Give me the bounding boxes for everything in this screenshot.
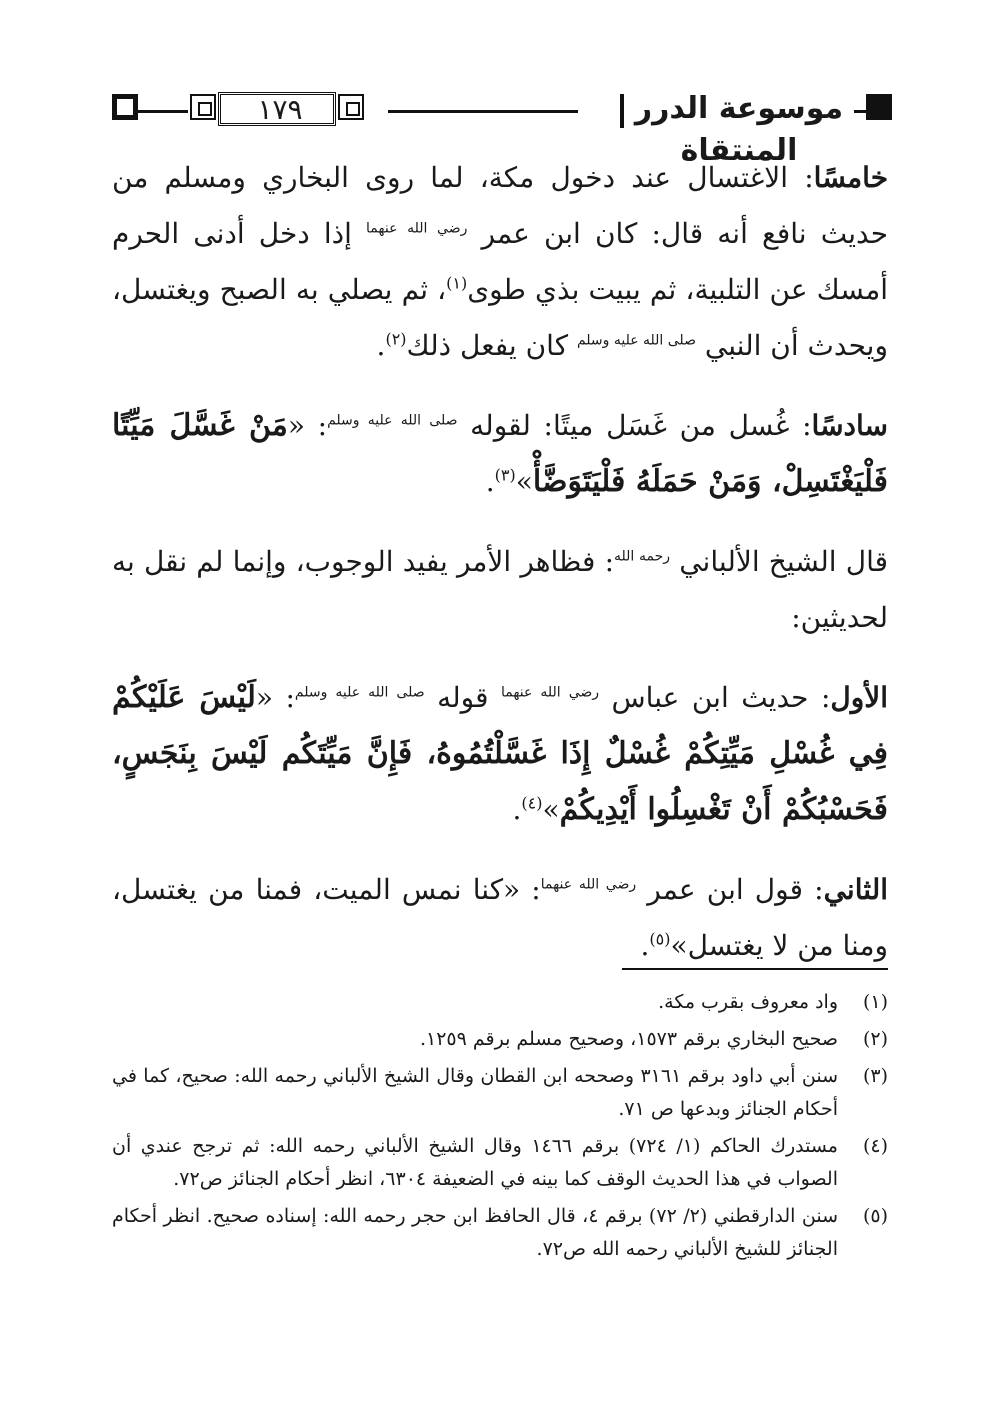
section-label: خامسًا (813, 161, 889, 194)
honorific-glyph: صلى الله عليه وسلم (576, 332, 696, 349)
book-title: موسوعة الدرر المنتقاة (624, 88, 854, 130)
paragraph-end: . (485, 465, 495, 498)
ornament-knot-icon (190, 94, 216, 120)
footnote-reference[interactable]: (٥) (649, 929, 671, 949)
footnote-text: واد معروف بقرب مكة. (658, 991, 838, 1013)
paragraph-second-hadith (112, 862, 888, 974)
paragraph-fifth (112, 150, 888, 374)
footnote-number: (٤) (862, 1135, 888, 1157)
honorific-glyph: رحمه الله (614, 548, 671, 565)
footnote-number: (٣) (862, 1065, 888, 1087)
footnote-number: (٥) (862, 1205, 888, 1227)
paragraph-text: كان يفعل ذلك (406, 329, 577, 362)
footnote-divider (622, 968, 888, 970)
section-label: الأول (830, 681, 889, 714)
quote-close: » (542, 793, 560, 826)
footnote-reference[interactable]: (٤) (521, 793, 543, 813)
paragraph-text: : «كنا نمس الميت، فمنا من يغتسل، ومنا من لا يغتسل» (112, 873, 888, 962)
section-label: الثاني (823, 873, 888, 906)
footnotes-section (112, 986, 888, 1270)
hadith-quote: لَيْسَ عَلَيْكُمْ فِي غُسْلِ مَيِّتِكُمْ غُسْلٌ إِذَا غَسَّلْتُمُوهُ، فَإِنَّ مَيِّتَكُم لَيْسَ بِنَجَسٍ، فَحَسْبُكُمْ أَنْ تَغْسِلُوا أَيْدِيكُمْ (112, 680, 888, 827)
paragraph-text: ، ثم يصلي به الصبح ويغتسل، ويحدث أن النبي (112, 273, 888, 362)
footnote-text: سنن أبي داود برقم ٣١٦١ وصححه ابن القطان وقال الشيخ الألباني رحمه الله: صحيح، كما في أحكام الجنائز وبدعها ص ٧١. (112, 1065, 839, 1120)
footnote (112, 1200, 888, 1266)
paragraph-end: . (376, 329, 386, 362)
honorific-glyph: رضي الله عنهما (540, 876, 637, 893)
paragraph-text: : قول ابن عمر (636, 873, 824, 906)
honorific-glyph: رضي الله عنهما (366, 220, 468, 237)
paragraph-text: قال الشيخ الألباني (670, 545, 888, 578)
footnote-text: مستدرك الحاكم (١/ ٧٢٤) برقم ١٤٦٦ وقال الشيخ الألباني رحمه الله: ثم ترجح عندي أن الصواب في هذا الحديث الوقف كما بينه في الضعيفة ٦٣٠٤، انظر أحكام الجنائز ص٧٢. (112, 1135, 838, 1190)
footnote-text: صحيح البخاري برقم ١٥٧٣، وصحيح مسلم برقم ١٢٥٩. (419, 1028, 838, 1050)
footnote-text: سنن الدارقطني (٢/ ٧٢) برقم ٤، قال الحافظ ابن حجر رحمه الله: إسناده صحيح. انظر أحكام الجنائز للشيخ الألباني رحمه الله ص٧٢. (112, 1205, 839, 1260)
footnote-reference[interactable]: (٢) (385, 329, 407, 349)
ornament-knot-icon (338, 94, 364, 120)
paragraph-text: : « (287, 409, 328, 442)
paragraph-sixth (112, 398, 888, 510)
hadith-quote: مَنْ غَسَّلَ مَيِّتًا فَلْيَغْتَسِلْ، وَمَنْ حَمَلَهُ فَلْيَتَوَضَّأْ (112, 408, 888, 499)
quote-close: » (515, 465, 533, 498)
paragraph-text: إذا دخل أدنى الحرم أمسك عن التلبية، ثم يبيت بذي طوى (112, 217, 888, 306)
main-content (112, 150, 888, 974)
paragraph-text: : غُسل من غَسَل ميتًا: لقوله (457, 409, 812, 442)
honorific-glyph: رضي الله عنهما (500, 684, 600, 701)
footnote (112, 986, 888, 1019)
footnote-reference[interactable]: (١) (446, 273, 468, 293)
footnote-number: (٢) (862, 1028, 888, 1050)
footnote (112, 1060, 888, 1126)
paragraph-end: . (640, 929, 650, 962)
paragraph-text: قوله (424, 681, 501, 714)
footnote (112, 1023, 888, 1056)
paragraph-text: : فظاهر الأمر يفيد الوجوب، وإنما لم نقل به لحديثين: (112, 545, 888, 634)
footnote-number: (١) (862, 991, 888, 1013)
page-number-box (218, 92, 336, 126)
footnote (112, 1130, 888, 1196)
paragraph-first-hadith (112, 670, 888, 838)
paragraph-text: : الاغتسال عند دخول مكة، لما روى البخاري ومسلم من حديث نافع أنه قال: كان ابن عمر (112, 161, 889, 250)
page-number: ١٧٩ (257, 93, 303, 126)
header-ornament-left (112, 94, 138, 120)
section-label: سادسًا (811, 409, 888, 442)
footnote-reference[interactable]: (٣) (494, 465, 516, 485)
honorific-glyph: صلى الله عليه وسلم (294, 684, 425, 701)
paragraph-albani (112, 534, 888, 646)
header-ornament-right (866, 94, 892, 120)
honorific-glyph: صلى الله عليه وسلم (327, 412, 458, 429)
header-rule-middle (388, 110, 578, 113)
page-header (112, 88, 892, 168)
paragraph-end: . (512, 793, 522, 826)
paragraph-text: : « (255, 681, 295, 714)
paragraph-text: : حديث ابن عباس (599, 681, 831, 714)
page-number-frame (180, 88, 390, 128)
